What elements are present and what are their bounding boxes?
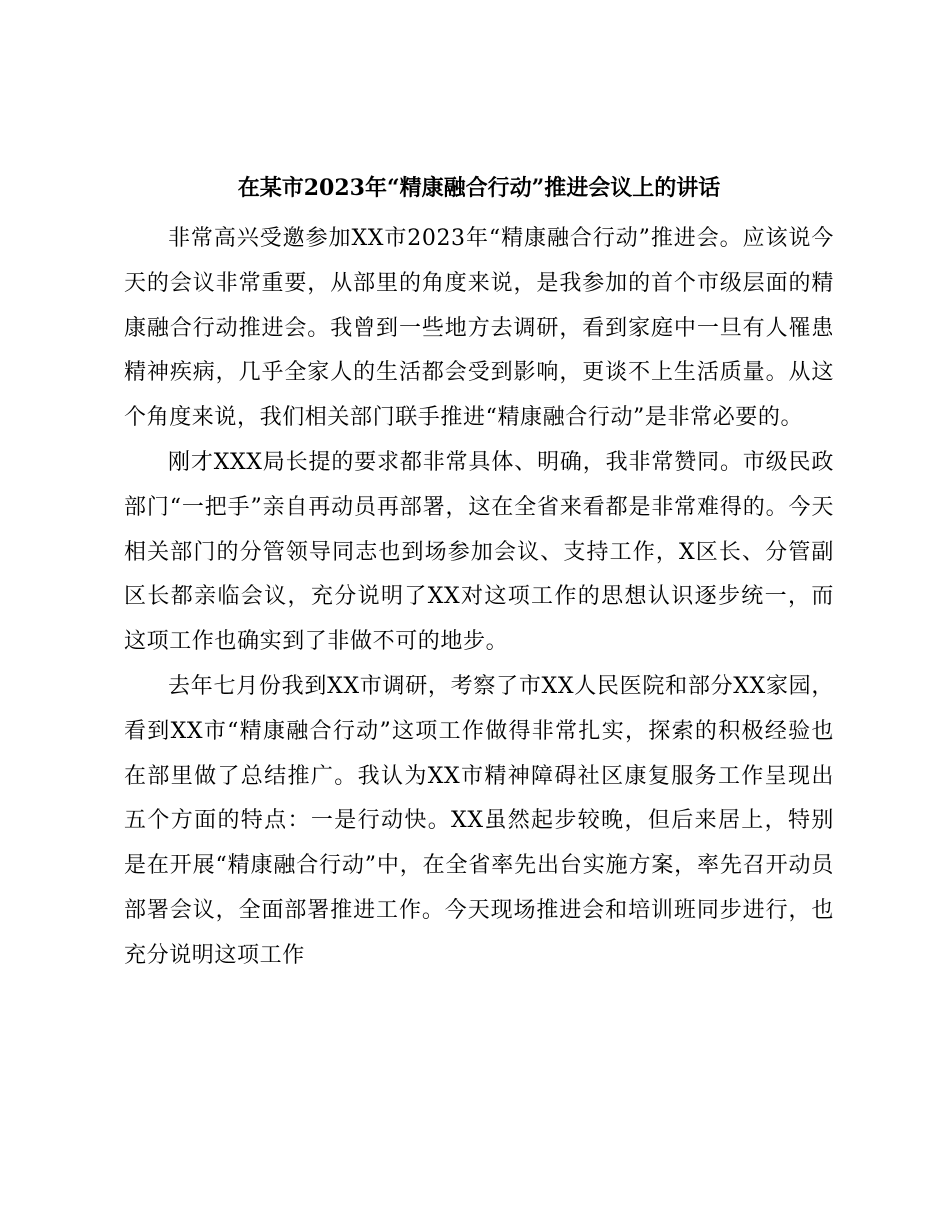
paragraph-2: 刚才XXX局长提的要求都非常具体、明确，我非常赞同。市级民政部门“一把手”亲自再动员再部署，这在全省来看都是非常难得的。今天相关部门的分管领导同志也到场参加会议、支持工作，X区长、分管副区长都亲临会议，充分说明了XX对这项工作的思想认识逐步统一，而这项工作也确实到了非做不可的地步。 bbox=[124, 449, 834, 655]
document-body bbox=[124, 217, 834, 979]
paragraph-1: 非常高兴受邀参加XX市2023年“精康融合行动”推进会。应该说今天的会议非常重要，从部里的角度来说，是我参加的首个市级层面的精康融合行动推进会。我曾到一些地方去调研，看到家庭中一旦有人罹患精神疾病，几乎全家人的生活都会受到影响，更谈不上生活质量。从这个角度来说，我们相关部门联手推进“精康融合行动”是非常必要的。 bbox=[124, 226, 834, 431]
document-title: 在某市2023年“精康融合行动”推进会议上的讲话 bbox=[237, 175, 721, 201]
paragraph-3: 去年七月份我到XX市调研，考察了市XX人民医院和部分XX家园，看到XX市“精康融合行动”这项工作做得非常扎实，探索的积极经验也在部里做了总结推广。我认为XX市精神障碍社区康复服务工作呈现出五个方面的特点：一是行动快。XX虽然起步较晚，但后来居上，特别是在开展“精康融合行动”中，在全省率先出台实施方案，率先召开动员部署会议，全面部署推进工作。今天现场推进会和培训班同步进行，也充分说明这项工作 bbox=[124, 673, 834, 968]
